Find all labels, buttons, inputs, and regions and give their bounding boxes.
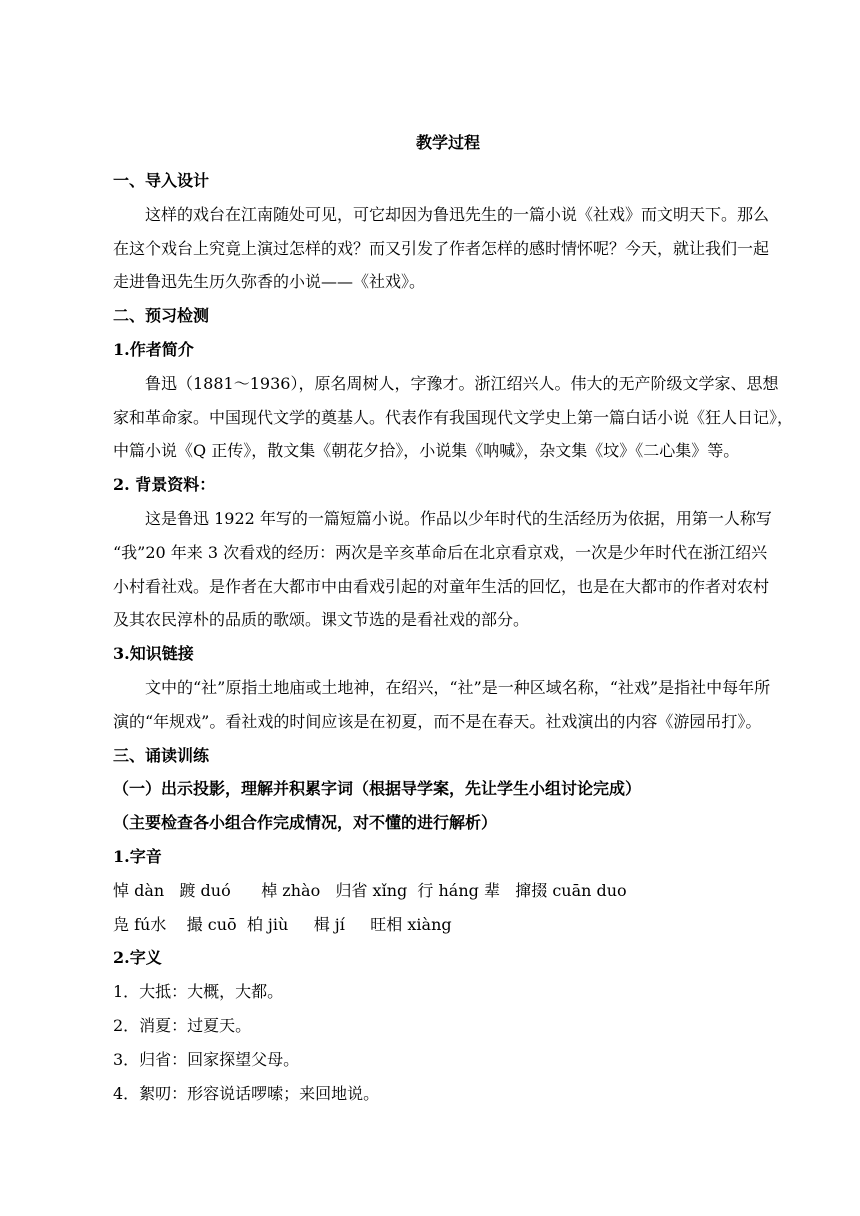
paragraph-line: 小村看社戏。是作者在大都市中由看戏引起的对童年生活的回忆，也是在大都市的作者对农村 [113,576,770,596]
meaning-item: 2．消夏：过夏天。 [113,1015,252,1035]
paragraph-line: 演的“年规戏”。看社戏的时间应该是在初夏，而不是在春天。社戏演出的内容《游园吊打》。 [113,711,762,731]
pronunciation-line: 悼 dàn 踱 duó 棹 zhào 归省 xǐng 行 háng 辈 撺掇 cuān duo [113,880,627,900]
subheading-meaning: 2.字义 [113,948,162,968]
paragraph-line: 鲁迅（1881～1936），原名周树人，字豫才。浙江绍兴人。伟大的无产阶级文学家、思想 [113,373,779,393]
subheading-author: 1.作者简介 [113,339,194,359]
paragraph-line: 走进鲁迅先生历久弥香的小说——《社戏》。 [113,272,426,292]
subheading-background: 2. 背景资料： [113,475,216,495]
pronunciation-line: 凫 fú水 撮 cuō 柏 jiù 楫 jí 旺相 xiàng [113,914,452,934]
subheading-pronunciation: 1.字音 [113,846,162,866]
section-heading-preview: 二、预习检测 [113,306,210,326]
subheading-check-task: （主要检查各小组合作完成情况，对不懂的进行解析） [113,813,498,833]
paragraph-line: 这样的戏台在江南随处可见，可它却因为鲁迅先生的一篇小说《社戏》而文明天下。那么 [113,204,770,224]
paragraph-line: 文中的“社”原指土地庙或土地神，在绍兴，“社”是一种区域名称，“社戏”是指社中每年所 [113,677,771,697]
section-heading-reading: 三、诵读训练 [113,745,210,765]
paragraph-line: 家和革命家。中国现代文学的奠基人。代表作有我国现代文学史上第一篇白话小说《狂人日记》， [113,407,794,427]
meaning-item: 3．归省：回家探望父母。 [113,1049,300,1069]
section-heading-intro: 一、导入设计 [113,171,210,190]
page-title: 教学过程 [415,133,480,152]
paragraph-line: 这是鲁迅 1922 年写的一篇短篇小说。作品以少年时代的生活经历为依据，用第一人称写 [113,508,772,528]
subheading-vocab-task: （一）出示投影，理解并积累字词（根据导学案，先让学生小组讨论完成） [113,779,642,799]
paragraph-line: 中篇小说《Q 正传》，散文集《朝花夕拾》，小说集《呐喊》，杂文集《坟》《二心集》等。 [113,441,740,461]
paragraph-line: “我”20 年来 3 次看戏的经历：两次是辛亥革命后在北京看京戏，一次是少年时代在浙江绍兴 [113,542,768,562]
subheading-knowledge: 3.知识链接 [113,644,194,664]
paragraph-line: 在这个戏台上究竟上演过怎样的戏？而又引发了作者怎样的感时情怀呢？今天，就让我们一起 [113,238,770,258]
meaning-item: 1．大抵：大概，大都。 [113,982,284,1002]
document-body [113,164,794,1110]
paragraph-line: 及其农民淳朴的品质的歌颂。课文节选的是看社戏的部分。 [113,610,530,630]
meaning-item: 4．絮叨：形容说话啰嗦；来回地说。 [113,1083,380,1103]
